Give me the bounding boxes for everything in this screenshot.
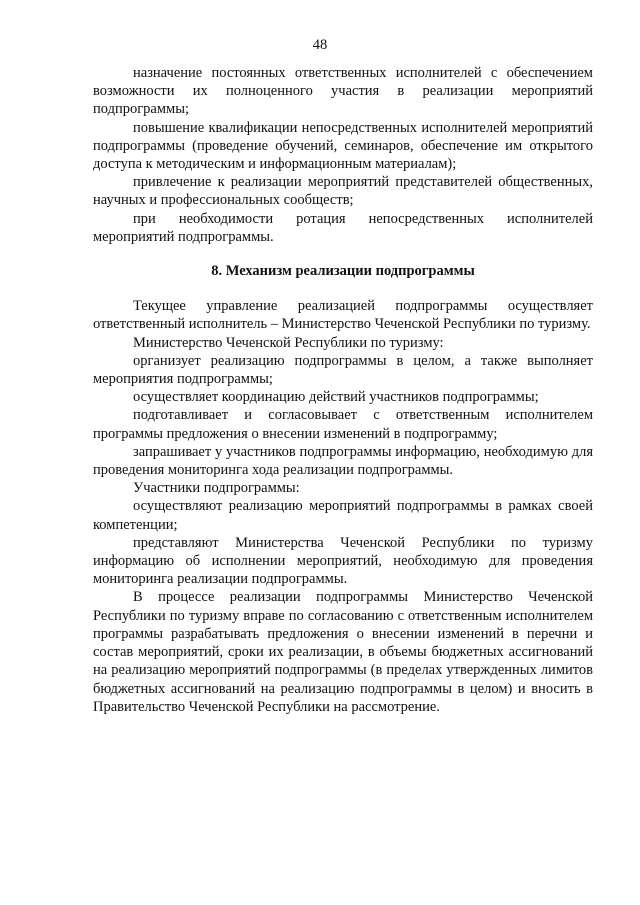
paragraph: Министерство Чеченской Республики по туризму: <box>133 334 444 351</box>
list-item: повышение квалификации непосредственных исполнителей мероприятий подпрограммы (проведение обучений, семинаров, обеспечение им открытого доступа к методическим и информационным материалам); <box>93 119 593 173</box>
paragraph: организует реализацию подпрограммы в целом, а также выполняет мероприятия подпрограммы; <box>93 352 593 388</box>
paragraph: осуществляют реализацию мероприятий подпрограммы в рамках своей компетенции; <box>93 498 593 533</box>
section-heading: 8. Механизм реализации подпрограммы <box>211 263 475 280</box>
list-item: при необходимости ротация непосредственных исполнителей мероприятий подпрограммы. <box>93 210 593 245</box>
paragraph: Участники подпрограммы: <box>133 480 300 497</box>
page-number: 48 <box>312 37 328 53</box>
paragraph: осуществляет координацию действий участников подпрограммы; <box>133 389 539 406</box>
paragraph: представляют Министерства Чеченской Республики по туризму информацию об исполнении мероприятий, необходимую для проведения мониторинга реализации подпрограммы. <box>93 534 593 588</box>
paragraph: Текущее управление реализацией подпрограммы осуществляет ответственный исполнитель – Министерство Чеченской Республики по туризму. <box>93 298 593 333</box>
paragraph: запрашивает у участников подпрограммы информацию, необходимую для проведения мониторинга хода реализации подпрограммы. <box>93 443 593 479</box>
paragraph: В процессе реализации подпрограммы Министерство Чеченской Республики по туризму вправе по согласованию с ответственным исполнителем программы разрабатывать предложения о внесении изменений в перечни и состав мероприятий, сроки их реализации, в объемы бюджетных ассигнований на реализацию мероприятий подпрограммы (в пределах утвержденных лимитов бюджетных ассигнований на реализацию подпрограммы в целом) и вносить в Правительство Чеченской Республики на рассмотрение. <box>93 589 593 715</box>
list-item: назначение постоянных ответственных исполнителей с обеспечением возможности их полноценного участия в реализации мероприятий подпрограммы; <box>93 65 593 118</box>
list-item: привлечение к реализации мероприятий представителей общественных, научных и профессиональных сообществ; <box>93 174 593 209</box>
document-body <box>93 64 593 716</box>
paragraph: подготавливает и согласовывает с ответственным исполнителем программы предложения о внесении изменений в подпрограмму; <box>93 407 593 442</box>
